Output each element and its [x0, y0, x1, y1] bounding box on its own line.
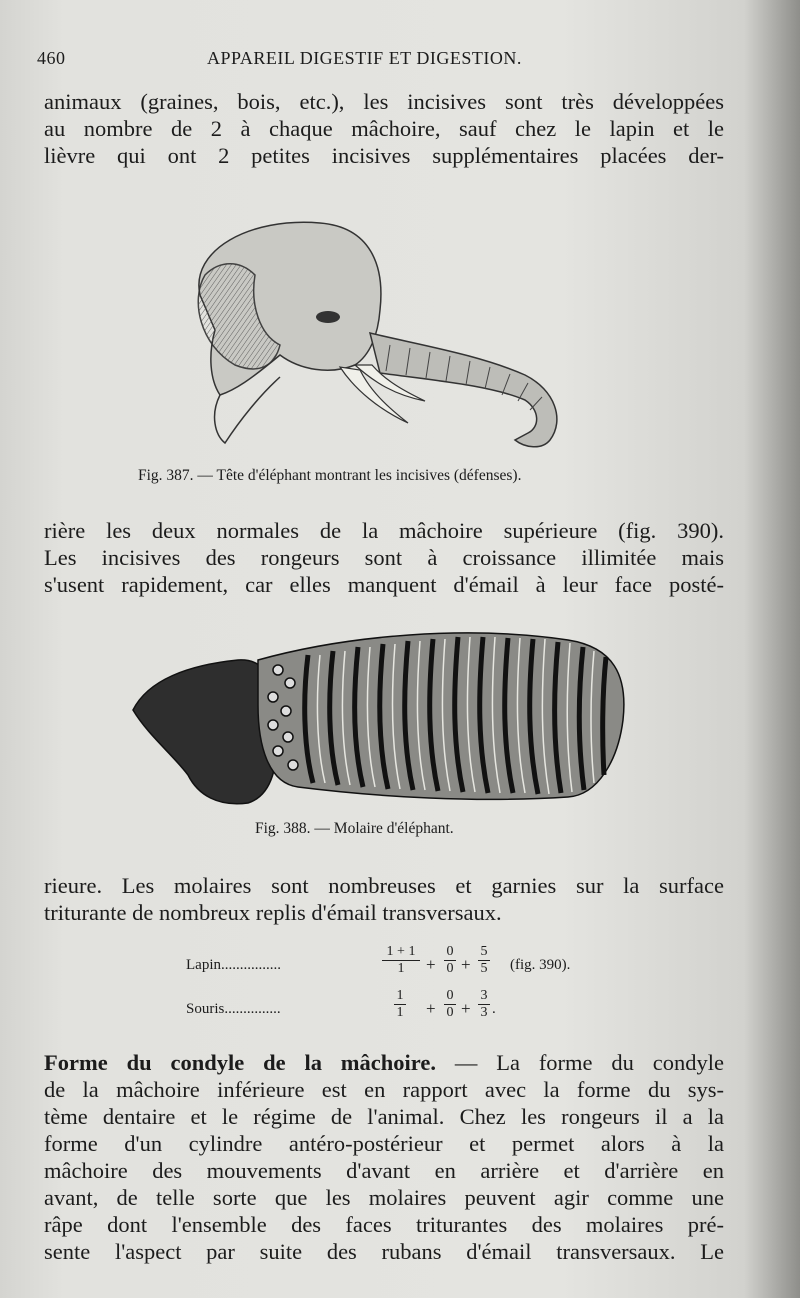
- formula-row-lapin: [186, 945, 626, 985]
- heading-continuation: — La forme du condyle: [436, 1050, 724, 1075]
- fraction: 1 + 1 1: [382, 945, 420, 976]
- text-line: s'usent rapidement, car elles manquent d'émail à leur face posté-: [44, 572, 724, 597]
- paragraph-4: [44, 1049, 724, 1265]
- paragraph-2: [44, 517, 724, 598]
- text-line: mâchoire des mouvements d'avant en arrière et d'arrière en: [44, 1158, 724, 1183]
- text-line: râpe dont l'ensemble des faces triturantes des molaires pré-: [44, 1212, 724, 1237]
- section-heading: Forme du condyle de la mâchoire.: [44, 1050, 436, 1075]
- formula-row-souris: [186, 989, 626, 1029]
- plus-sign: +: [426, 999, 436, 1018]
- text-line: forme d'un cylindre antéro-postérieur et permet alors à la: [44, 1131, 724, 1156]
- text-line: triturante de nombreux replis d'émail transversaux.: [44, 900, 502, 925]
- text-line: animaux (graines, bois, etc.), les incisives sont très développées: [44, 89, 724, 114]
- plus-sign: +: [461, 955, 471, 974]
- text-line: lièvre qui ont 2 petites incisives supplémentaires placées der-: [44, 143, 724, 168]
- plus-sign: +: [426, 955, 436, 974]
- figure-388-caption: Fig. 388. — Molaire d'éléphant.: [255, 820, 454, 837]
- figure-387-caption: Fig. 387. — Tête d'éléphant montrant les incisives (défenses).: [138, 467, 522, 484]
- elephant-head-illustration: [180, 205, 580, 460]
- figure-reference: (fig. 390).: [510, 957, 571, 973]
- text-line: rière les deux normales de la mâchoire supérieure (fig. 390).: [44, 518, 724, 543]
- dental-formulas: [186, 945, 626, 1035]
- text-line: avant, de telle sorte que les molaires peuvent agir comme une: [44, 1185, 724, 1210]
- formula-label: Lapin................: [186, 957, 281, 973]
- fraction: 3 3: [478, 989, 490, 1020]
- fraction: 0 0: [444, 989, 456, 1020]
- running-title: APPAREIL DIGESTIF ET DIGESTION.: [207, 48, 522, 68]
- fraction: 1 1: [394, 989, 406, 1020]
- formula-end: .: [492, 1001, 496, 1017]
- text-line: Les incisives des rongeurs sont à croissance illimitée mais: [44, 545, 724, 570]
- text-line: sente l'aspect par suite des rubans d'émail transversaux. Le: [44, 1239, 724, 1264]
- text-line: tème dentaire et le régime de l'animal. Chez les rongeurs il a la: [44, 1104, 724, 1129]
- fraction: 0 0: [444, 945, 456, 976]
- plus-sign: +: [461, 999, 471, 1018]
- paragraph-3: [44, 872, 724, 926]
- formula-label: Souris...............: [186, 1001, 281, 1017]
- text-line: rieure. Les molaires sont nombreuses et garnies sur la surface: [44, 873, 724, 898]
- page-number: 460: [37, 48, 66, 68]
- text-line: de la mâchoire inférieure est en rapport avec la forme du sys-: [44, 1077, 724, 1102]
- paragraph-1: [44, 88, 724, 169]
- text-line: [44, 1049, 724, 1076]
- text-line: au nombre de 2 à chaque mâchoire, sauf chez le lapin et le: [44, 116, 724, 141]
- elephant-molar-illustration: [128, 625, 633, 810]
- fraction: 5 5: [478, 945, 490, 976]
